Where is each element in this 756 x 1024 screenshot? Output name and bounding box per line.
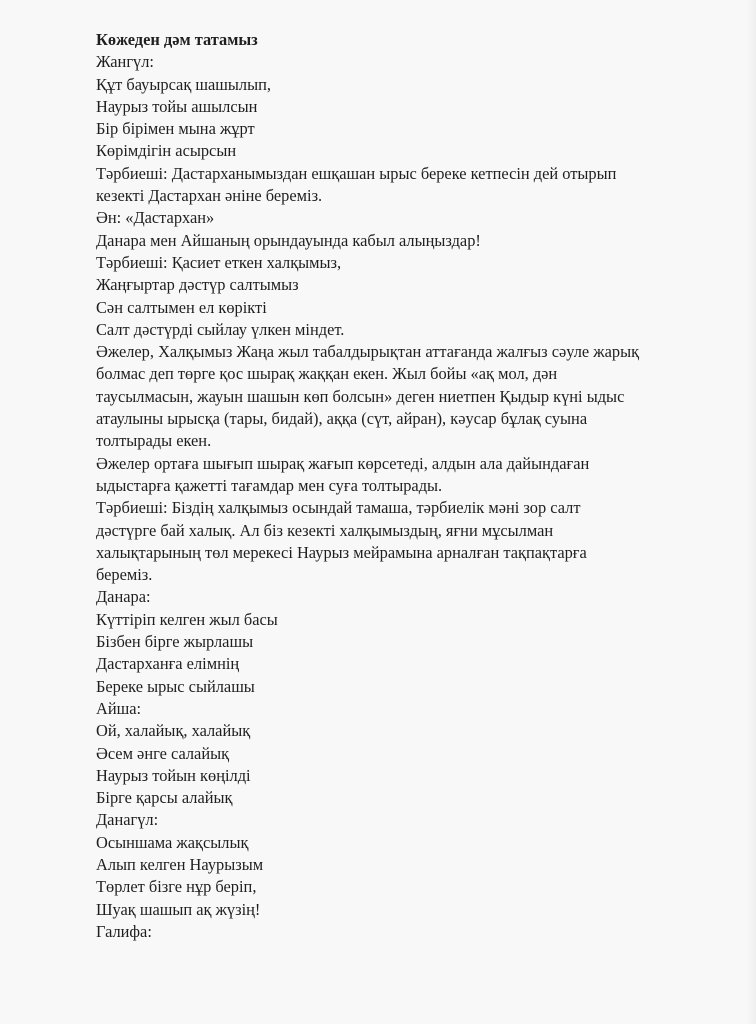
- text-line: Тәрбиеші: Дастарханымыздан ешқашан ырыс береке кетпесін дей отырып: [96, 163, 617, 183]
- text-line: Жангүл:: [96, 52, 154, 72]
- text-line: Сән салтымен ел көрікті: [96, 297, 267, 317]
- document-text: [96, 29, 716, 943]
- text-line: Төрлет бізге нұр беріп,: [96, 877, 257, 897]
- text-line: Айша:: [96, 698, 142, 718]
- text-line: атаулыны ырысқа (тары, бидай), аққа (сүт, айран), кәусар бұлақ суына: [96, 409, 588, 429]
- scan-edge-shadow: [746, 0, 756, 1024]
- text-line: Бізбен бірге жырлашы: [96, 632, 254, 652]
- text-line: Данара мен Айшаның орындауында кабыл алыңыздар!: [96, 230, 481, 250]
- text-line: Ән: «Дастархан»: [96, 208, 215, 228]
- text-line: Дастарханға елімнің: [96, 654, 240, 674]
- text-line: болмас деп төрге қос шырақ жаққан екен. Жыл бойы «ақ мол, дән: [96, 364, 558, 384]
- text-line: Данара:: [96, 587, 151, 607]
- text-line: Бір бірімен мына жұрт: [96, 119, 255, 139]
- text-line: Данагүл:: [96, 810, 159, 830]
- text-line: кезекті Дастархан әніне береміз.: [96, 186, 323, 206]
- text-line: Ой, халайық, халайық: [96, 721, 251, 741]
- text-line: Тәрбиеші: Қасиет еткен халқымыз,: [96, 252, 342, 272]
- text-line: Шуақ шашып ақ жүзің!: [96, 899, 261, 919]
- text-line: Көрімдігін асырсын: [96, 141, 237, 161]
- document-title: Көжеден дәм татамыз: [96, 30, 258, 49]
- text-line: Алып келген Наурызым: [96, 854, 264, 874]
- text-line: береміз.: [96, 565, 153, 585]
- text-line: Күттіріп келген жыл басы: [96, 609, 278, 629]
- text-line: Тәрбиеші: Біздің халқымыз осындай тамаша, тәрбиелік мәні зор салт: [96, 498, 581, 518]
- text-line: Әсем әнге салайық: [96, 743, 230, 763]
- text-line: Жаңғыртар дәстүр салтымыз: [96, 275, 299, 295]
- text-line: ыдыстарға қажетті тағамдар мен суға толтырады.: [96, 475, 443, 495]
- text-line: Әжелер, Халқымыз Жаңа жыл табалдырықтан аттағанда жалғыз сәуле жарық: [96, 342, 640, 362]
- text-line: Галифа:: [96, 921, 152, 941]
- text-line: халықтарының төл мерекесі Наурыз мейрамына арналған тақпақтарға: [96, 542, 587, 562]
- text-line: дәстүрге бай халық. Ал біз кезекті халқымыздың, яғни мұсылман: [96, 520, 554, 540]
- text-line: Наурыз тойын көңілді: [96, 765, 251, 785]
- text-line: Бірге қарсы алайық: [96, 788, 233, 808]
- text-line: Наурыз тойы ашылсын: [96, 96, 258, 116]
- text-line: Салт дәстүрді сыйлау үлкен міндет.: [96, 319, 345, 339]
- text-line: Құт бауырсақ шашылып,: [96, 74, 271, 94]
- text-line: таусылмасын, жауын шашын көп болсын» деген ниетпен Қыдыр күні ыдыс: [96, 386, 625, 406]
- text-line: Осыншама жақсылық: [96, 832, 249, 852]
- text-line: толтырады екен.: [96, 431, 212, 451]
- text-line: Береке ырыс сыйлашы: [96, 676, 255, 696]
- text-line: Әжелер ортаға шығып шырақ жағып көрсетеді, алдын ала дайындаған: [96, 453, 590, 473]
